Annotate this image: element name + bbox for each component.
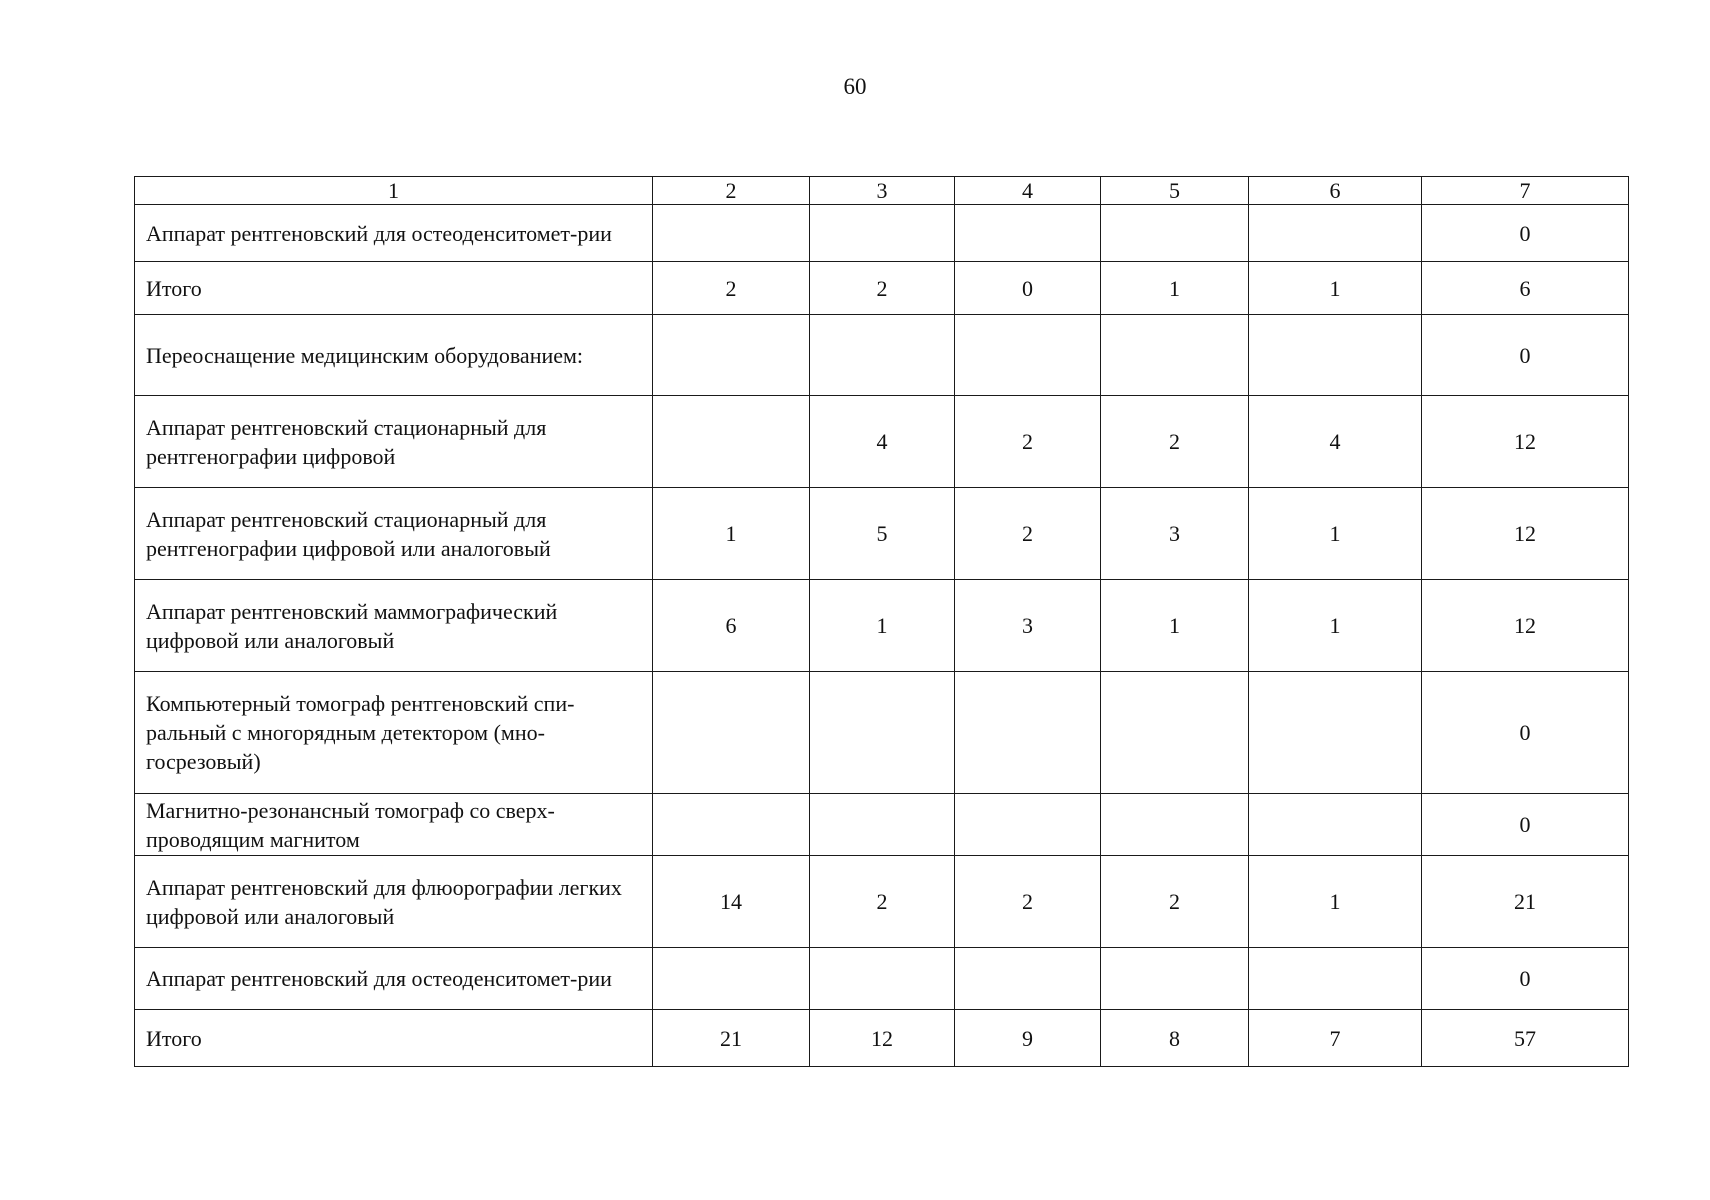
row-label: Аппарат рентгеновский стационарный для рентгенографии цифровой или аналоговый (135, 488, 653, 580)
table-cell: 1 (1249, 262, 1422, 315)
table-cell (1101, 315, 1249, 396)
row-label: Аппарат рентгеновский маммографический цифровой или аналоговый (135, 580, 653, 672)
table-cell: 2 (955, 488, 1101, 580)
table-cell: 9 (955, 1010, 1101, 1067)
table-cell (653, 948, 810, 1010)
table-cell: 2 (810, 856, 955, 948)
table-cell (1249, 315, 1422, 396)
table-cell (810, 794, 955, 856)
table-cell: 2 (810, 262, 955, 315)
row-label: Аппарат рентгеновский стационарный для рентгенографии цифровой (135, 396, 653, 488)
table-cell (1249, 205, 1422, 262)
table-cell (653, 794, 810, 856)
table-cell (1101, 948, 1249, 1010)
table-cell (1249, 794, 1422, 856)
table-cell: 0 (1422, 672, 1629, 794)
table-cell (810, 315, 955, 396)
table-cell: 57 (1422, 1010, 1629, 1067)
table-row (135, 672, 1629, 794)
table-row (135, 580, 1629, 672)
table-cell: 3 (955, 580, 1101, 672)
table-row (135, 396, 1629, 488)
table-row (135, 794, 1629, 856)
table-row (135, 948, 1629, 1010)
table-cell: 0 (1422, 948, 1629, 1010)
table-row (135, 315, 1629, 396)
table-cell: 7 (1249, 1010, 1422, 1067)
table-cell (955, 948, 1101, 1010)
table-cell (955, 205, 1101, 262)
table-cell: 2 (955, 856, 1101, 948)
table-cell (810, 205, 955, 262)
table-cell: 3 (1101, 488, 1249, 580)
table-row (135, 262, 1629, 315)
row-label: Аппарат рентгеновский для остеоденситомет-рии (135, 205, 653, 262)
row-label: Аппарат рентгеновский для флюорографии легких цифровой или аналоговый (135, 856, 653, 948)
table-cell: 0 (1422, 205, 1629, 262)
row-label: Итого (135, 262, 653, 315)
table-cell (955, 794, 1101, 856)
column-number-header: 4 (955, 177, 1101, 205)
table-cell (810, 948, 955, 1010)
table-cell: 2 (1101, 396, 1249, 488)
table-cell: 4 (1249, 396, 1422, 488)
table-cell (653, 396, 810, 488)
table-cell (1101, 794, 1249, 856)
table-header-row (135, 177, 1629, 205)
table-cell: 1 (810, 580, 955, 672)
table-cell: 1 (1249, 488, 1422, 580)
table-cell: 6 (1422, 262, 1629, 315)
table-cell: 6 (653, 580, 810, 672)
row-label: Переоснащение медицинским оборудованием: (135, 315, 653, 396)
table-cell: 1 (1101, 262, 1249, 315)
table-cell (1101, 205, 1249, 262)
table-cell: 1 (1249, 580, 1422, 672)
table-cell: 2 (955, 396, 1101, 488)
table-cell (653, 672, 810, 794)
table-cell: 0 (955, 262, 1101, 315)
column-number-header: 6 (1249, 177, 1422, 205)
table-cell: 4 (810, 396, 955, 488)
table-cell: 21 (1422, 856, 1629, 948)
table-row (135, 205, 1629, 262)
column-number-header: 7 (1422, 177, 1629, 205)
table-row (135, 856, 1629, 948)
table-cell: 0 (1422, 794, 1629, 856)
table-cell (653, 315, 810, 396)
table-cell: 21 (653, 1010, 810, 1067)
table-cell (1249, 672, 1422, 794)
row-label: Итого (135, 1010, 653, 1067)
column-number-header: 1 (135, 177, 653, 205)
table-cell: 2 (653, 262, 810, 315)
table-cell: 8 (1101, 1010, 1249, 1067)
table-cell: 1 (1249, 856, 1422, 948)
equipment-table (134, 176, 1629, 1067)
row-label: Компьютерный томограф рентгеновский спи-ральный с многорядным детектором (мно-госрезовый) (135, 672, 653, 794)
table-cell: 12 (1422, 488, 1629, 580)
table-cell: 12 (1422, 396, 1629, 488)
table-cell: 1 (1101, 580, 1249, 672)
row-label: Магнитно-резонансный томограф со сверх-проводящим магнитом (135, 794, 653, 856)
table-cell: 12 (810, 1010, 955, 1067)
table-cell: 0 (1422, 315, 1629, 396)
column-number-header: 2 (653, 177, 810, 205)
table-cell: 14 (653, 856, 810, 948)
table-cell: 5 (810, 488, 955, 580)
table-cell (955, 672, 1101, 794)
table-cell (653, 205, 810, 262)
page-number: 60 (843, 74, 867, 99)
table-cell (1249, 948, 1422, 1010)
row-label: Аппарат рентгеновский для остеоденситомет-рии (135, 948, 653, 1010)
table-row (135, 488, 1629, 580)
table-row (135, 1010, 1629, 1067)
table-cell: 12 (1422, 580, 1629, 672)
table-cell: 2 (1101, 856, 1249, 948)
column-number-header: 3 (810, 177, 955, 205)
table-cell (810, 672, 955, 794)
table-cell (955, 315, 1101, 396)
table-cell: 1 (653, 488, 810, 580)
column-number-header: 5 (1101, 177, 1249, 205)
table-cell (1101, 672, 1249, 794)
